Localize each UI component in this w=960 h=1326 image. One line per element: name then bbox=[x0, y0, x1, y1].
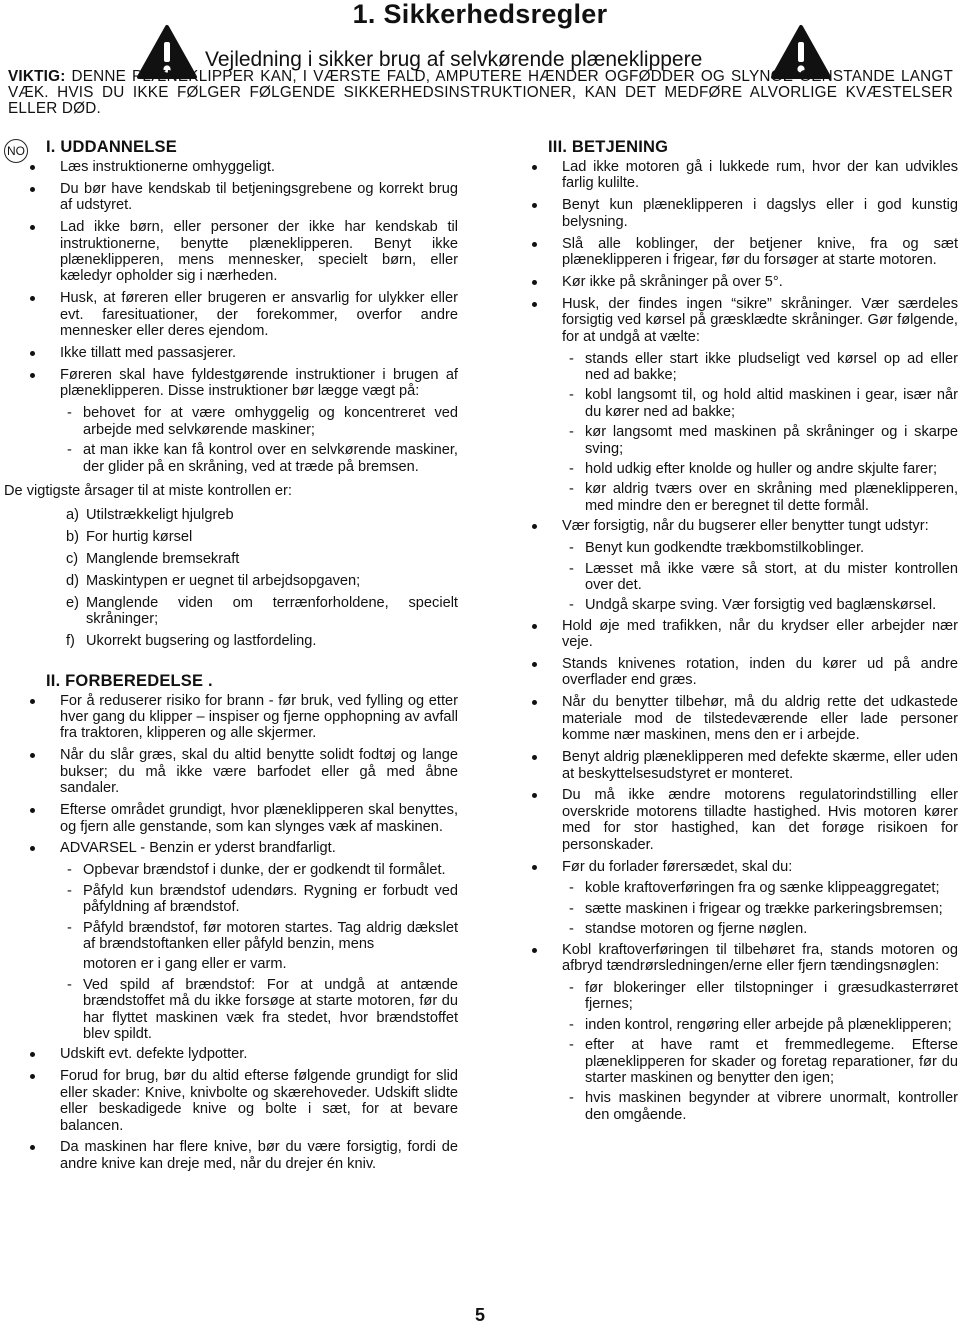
cause-text: Manglende viden om terrænforholdene, specielt skråninger; bbox=[86, 594, 458, 628]
list-item: Efterse området grundigt, hvor plæneklipperen skal benyttes, og fjern alle genstande, som kan slynges væk af maskinen. bbox=[60, 802, 458, 835]
page-number: 5 bbox=[474, 1305, 485, 1325]
document-subtitle: Vejledning i sikker brug af selvkørende plæneklippere bbox=[205, 48, 703, 71]
dash-item: - inden kontrol, rengøring eller arbejde på plæneklipperen; bbox=[562, 1017, 958, 1033]
intro-label: VIKTIG: bbox=[8, 68, 66, 85]
dash-item: - stands eller start ikke pludseligt ved kørsel op ad eller ned ad bakke; bbox=[562, 351, 958, 384]
cause-label: c) bbox=[66, 551, 79, 568]
cause-item bbox=[60, 633, 458, 649]
list-item: Du bør have kendskab til betjeningsgrebene og korrekt brug af udstyret. bbox=[60, 180, 458, 214]
dash-continuation: motoren er i gang eller er varm. bbox=[83, 956, 287, 973]
cause-text: For hurtig kørsel bbox=[86, 529, 193, 546]
language-badge: NO bbox=[4, 139, 28, 163]
intro-text: DENNE PLÆNEKLIPPER KAN, I VÆRSTE FALD, AMPUTERE HÆNDER OGFØDDER OG SLYNGE GENSTANDE LANGT VÆK. HVIS DU IKKE FØLGER FØLGENDE SIKKERHEDSINSTRUKTIONER, KAN DET MEDFØRE ALVORLIGE KVÆSTELSER ELLER DØD. bbox=[8, 68, 953, 117]
cause-label: b) bbox=[66, 529, 79, 546]
section-title-betjening: III. BETJENING bbox=[548, 138, 669, 156]
dash-item: - efter at have ramt et fremmedlegeme. Efterse plæneklipperen for skader og foretag reparationer, før du starter maskinen og benytter den igen; bbox=[562, 1037, 958, 1086]
dash-item: - standse motoren og fjerne nøglen. bbox=[562, 921, 958, 937]
list-item: Forud for brug, bør du altid efterse følgende grundigt for slid eller skader: Knive, knivbolte og skærehoveder. Udskift slidte eller beskadigede knive og bolte i sæt, for at bevare balancen. bbox=[60, 1068, 458, 1134]
list-item: Slå alle koblinger, der betjener knive, fra og sæt plæneklipperen i frigear, før du forsøger at starte motoren. bbox=[562, 235, 958, 269]
list-item: Du må ikke ændre motorens regulatorindstilling eller overskride motorens tilladte hastighed. Hvis motoren kører med for stor hastighed, kan det forøge risikoen for personskader. bbox=[562, 787, 958, 853]
dash-item: - Benyt kun godkendte trækbomstilkoblinger. bbox=[562, 540, 958, 556]
safety-warning-intro bbox=[8, 69, 953, 117]
right-column bbox=[548, 138, 958, 1127]
cause-text: Manglende bremsekraft bbox=[86, 551, 240, 568]
list-item: Kobl kraftoverføringen til tilbehøret fra, stands motoren og afbryd tændrørsledningen/erne eller fjern tændingsnøglen: bbox=[562, 941, 958, 975]
dash-item: - behovet for at være omhyggelig og koncentreret ved arbejde med selvkørende maskiner; bbox=[60, 405, 458, 438]
list-item: For å reduserer risiko for brann - før bruk, ved fylling og etter hver gang du klipper – inspiser og fjerne opphopning av avfall fra traktoren, klipperen og alle skjermer. bbox=[60, 692, 458, 742]
cause-item bbox=[60, 551, 458, 567]
page-title: 1. Sikkerhedsregler bbox=[352, 0, 608, 29]
list-item: Føreren skal have fyldestgørende instruktioner i brugen af plæneklipperen. Disse instruktioner bør lægge vægt på: bbox=[60, 366, 458, 400]
list-item: Når du benytter tilbehør, må du aldrig rette det udkastede materiale mod de tilstedeværende eller lade personer komme nær maskinen, mens den er i arbejde. bbox=[562, 694, 958, 744]
list-item: Vær forsigtig, når du bugserer eller benytter tungt udstyr: bbox=[562, 518, 958, 534]
list-item: Udskift evt. defekte lydpotter. bbox=[60, 1046, 458, 1062]
dash-item: - før blokeringer eller tilstopninger i græsudkasterrøret fjernes; bbox=[562, 980, 958, 1013]
causes-heading: De vigtigste årsager til at miste kontrollen er: bbox=[4, 482, 292, 499]
cause-item bbox=[60, 595, 458, 628]
dash-item: - Opbevar brændstof i dunke, der er godkendt til formålet. bbox=[60, 862, 458, 878]
list-item: Når du slår græs, skal du altid benytte solidt fodtøj og lange bukser; du må ikke være barfodet eller gå med åbne sandaler. bbox=[60, 747, 458, 797]
left-column bbox=[4, 138, 458, 1178]
cause-item bbox=[60, 507, 458, 523]
dash-item: - hvis maskinen begynder at vibrere unormalt, kontroller den omgående. bbox=[562, 1090, 958, 1123]
cause-label: d) bbox=[66, 573, 79, 590]
list-item: ADVARSEL - Benzin er yderst brandfarligt. bbox=[60, 840, 458, 856]
list-item: Før du forlader førersædet, skal du: bbox=[562, 859, 958, 875]
cause-label: f) bbox=[66, 633, 75, 650]
list-item: Benyt kun plæneklipperen i dagslys eller i god kunstig belysning. bbox=[562, 197, 958, 230]
list-item: Husk, der findes ingen “sikre” skråninger. Vær særdeles forsigtig ved kørsel på græsklædte skråninger. Gør følgende, for at undgå at vælte: bbox=[562, 295, 958, 345]
dash-item: - at man ikke kan få kontrol over en selvkørende maskiner, der glider på en skråning, ved at træde på bremsen. bbox=[60, 442, 458, 475]
dash-item: - Påfyld brændstof, før motoren startes. Tag aldrig dækslet af brændstoftanken eller påfyld benzin, mens bbox=[60, 920, 458, 953]
section-title-uddannelse: I. UDDANNELSE bbox=[46, 138, 177, 156]
list-item: Kør ikke på skråninger på over 5°. bbox=[562, 274, 958, 290]
dash-item: - kør aldrig tværs over en skråning med plæneklipperen, med mindre den er beregnet til dette formål. bbox=[562, 481, 958, 514]
dash-item: - Undgå skarpe sving. Vær forsigtig ved baglænskørsel. bbox=[562, 597, 958, 613]
list-item: Lad ikke børn, eller personer der ikke har kendskab til instruktionerne, benytte plæneklipperen. Benyt ikke plæneklipperen, mens mennesker, specielt børn, eller kæledyr opholder sig i nærheden. bbox=[60, 219, 458, 285]
dash-item: - Ved spild af brændstof: For at undgå at antænde brændstoffet må du ikke forsøge at starte motoren, før du har flyttet maskinen væk fra stedet, hvor brændstoffet blev spildt. bbox=[60, 977, 458, 1043]
list-item: Læs instruktionerne omhyggeligt. bbox=[60, 159, 458, 175]
cause-item bbox=[60, 529, 458, 545]
dash-item: - kobl langsomt til, og hold altid maskinen i gear, især når du kører ned ad bakke; bbox=[562, 387, 958, 420]
cause-label: e) bbox=[66, 594, 79, 611]
cause-item bbox=[60, 573, 458, 589]
list-item: Husk, at føreren eller brugeren er ansvarlig for ulykker eller evt. faresituationer, der forekommer, overfor andre mennesker eller deres ejendom. bbox=[60, 290, 458, 340]
cause-text: Ukorrekt bugsering og lastfordeling. bbox=[86, 633, 317, 650]
cause-text: Utilstrækkeligt hjulgreb bbox=[86, 507, 234, 524]
dash-item: - koble kraftoverføringen fra og sænke klippeaggregatet; bbox=[562, 880, 958, 896]
cause-label: a) bbox=[66, 507, 79, 524]
list-item: Da maskinen har flere knive, bør du være forsigtig, fordi de andre knive kan dreje med, når du drejer én kniv. bbox=[60, 1139, 458, 1172]
dash-item: - Påfyld kun brændstof udendørs. Rygning er forbudt ved påfyldning af brændstof. bbox=[60, 883, 458, 916]
section-title-forberedelse: II. FORBEREDELSE . bbox=[46, 671, 213, 690]
list-item: Benyt aldrig plæneklipperen med defekte skærme, eller uden at beskyttelsesudstyret er monteret. bbox=[562, 749, 958, 782]
dash-item: - sætte maskinen i frigear og trække parkeringsbremsen; bbox=[562, 901, 958, 917]
dash-item: - Læsset må ikke være så stort, at du mister kontrollen over det. bbox=[562, 561, 958, 594]
list-item: Hold øje med trafikken, når du krydser eller arbejder nær veje. bbox=[562, 617, 958, 651]
list-item: Stands knivenes rotation, inden du kører ud på andre overflader end græs. bbox=[562, 656, 958, 689]
list-item: Ikke tillatt med passasjerer. bbox=[60, 345, 458, 361]
list-item: Lad ikke motoren gå i lukkede rum, hvor der kan udvikles farlig kulilte. bbox=[562, 159, 958, 192]
cause-text: Maskintypen er uegnet til arbejdsopgaven; bbox=[86, 573, 361, 590]
dash-item: - hold udkig efter knolde og huller og andre skjulte farer; bbox=[562, 461, 958, 477]
dash-item: - kør langsomt med maskinen på skråninger og i skarpe sving; bbox=[562, 424, 958, 457]
